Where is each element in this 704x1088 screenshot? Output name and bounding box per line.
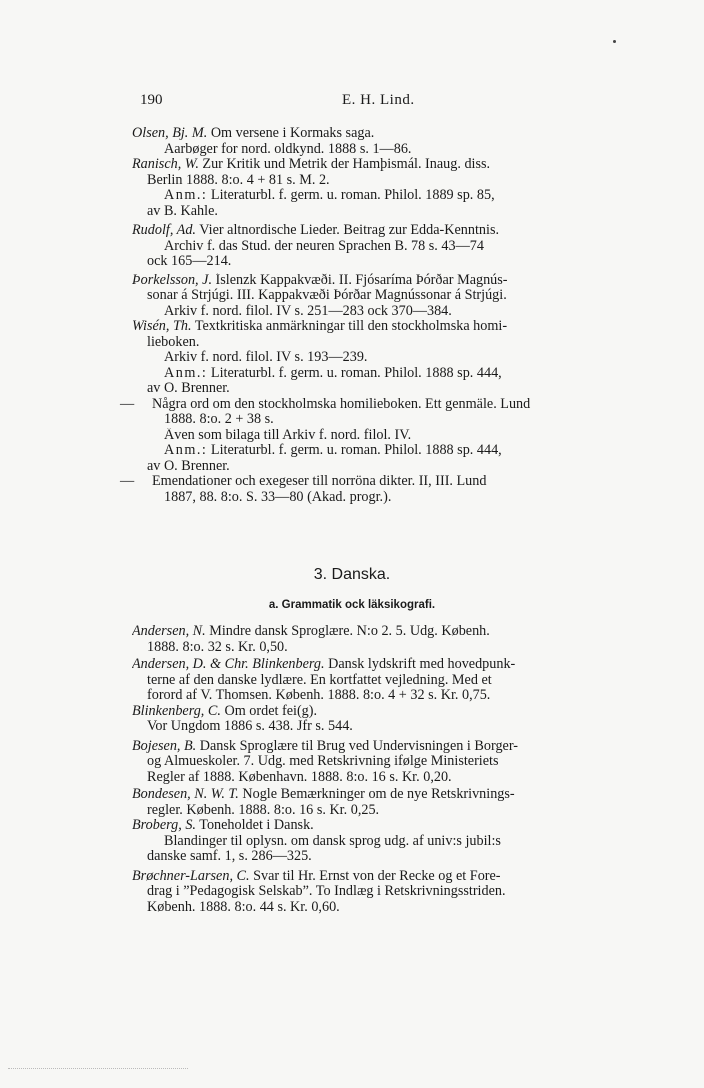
entry-line: Ranisch, W. Zur Kritik und Metrik der Hamþismál. Inaug. diss. bbox=[132, 157, 491, 172]
entry-line: drag i ”Pedagogisk Selskab”. To Indlæg i Retskrivningsstriden. bbox=[147, 884, 506, 899]
author-name: Olsen, Bj. M. bbox=[132, 126, 208, 141]
entry-line: Arkiv f. nord. filol. IV s. 193—239. bbox=[164, 350, 368, 365]
entry-line: Bojesen, B. Dansk Sproglære til Brug ved Undervisningen i Borger- bbox=[132, 738, 519, 754]
entry-line: Andersen, N. Mindre dansk Sproglære. N:o 2. 5. Udg. Københ. bbox=[132, 624, 490, 639]
author-name: Bondesen, N. W. T. bbox=[132, 787, 239, 802]
norse-entries bbox=[120, 126, 642, 505]
entry-line: Þorkelsson, J. Íslenzk Kappakvæði. II. Fjósaríma Þórðar Magnús- bbox=[132, 272, 508, 288]
entry-line: og Almueskoler. 7. Udg. med Retskrivning ifølge Ministeriets bbox=[147, 754, 499, 769]
entry-line: forord af V. Thomsen. Københ. 1888. 8:o. 4 + 32 s. Kr. 0,75. bbox=[147, 688, 491, 703]
entry-line: av O. Brenner. bbox=[147, 381, 230, 396]
entry-line: Anm.: Literaturbl. f. germ. u. roman. Philol. 1889 sp. 85, bbox=[164, 188, 495, 203]
entry-line: Även som bilaga till Arkiv f. nord. filol. IV. bbox=[164, 427, 412, 443]
entry-line: Brøchner-Larsen, C. Svar til Hr. Ernst von der Recke og et Fore- bbox=[132, 868, 501, 884]
entry-line: Olsen, Bj. M. Om versene i Kormaks saga. bbox=[132, 126, 375, 141]
entry-line: av O. Brenner. bbox=[147, 458, 230, 474]
author-name: Rudolf, Ad. bbox=[132, 223, 196, 238]
entry-line: Archiv f. das Stud. der neuren Sprachen B. 78 s. 43—74 bbox=[164, 238, 484, 254]
page-number: 190 bbox=[140, 92, 163, 108]
entry-line: Anm.: Literaturbl. f. germ. u. roman. Philol. 1888 sp. 444, bbox=[164, 365, 502, 381]
entry-line: Bondesen, N. W. T. Nogle Bemærkninger om de nye Retskrivnings- bbox=[132, 787, 515, 802]
author-name: Broberg, S. bbox=[132, 818, 196, 833]
section-heading: 3. Danska. bbox=[313, 566, 391, 583]
author-name: Ranisch, W. bbox=[132, 157, 199, 172]
running-title: E. H. Lind. bbox=[342, 92, 415, 108]
entry-line: danske samf. 1, s. 286—325. bbox=[147, 849, 312, 864]
danish-entries bbox=[132, 624, 642, 915]
entry-line: — Några ord om den stockholmska homilieboken. Ett genmäle. Lund bbox=[120, 396, 531, 412]
entry-line: Broberg, S. Toneholdet i Dansk. bbox=[132, 818, 314, 833]
speck bbox=[613, 40, 616, 43]
entry-line: terne af den danske lydlære. En kortfattet vejledning. Med et bbox=[147, 672, 492, 688]
entry-line: Regler af 1888. København. 1888. 8:o. 16 s. Kr. 0,20. bbox=[147, 769, 452, 785]
entry-line: sonar á Strjúgi. III. Kappakvæði Þórðar Magnússonar á Strjúgi. bbox=[147, 288, 507, 303]
author-name: Blinkenberg, C. bbox=[132, 703, 221, 719]
entry-line: Berlin 1888. 8:o. 4 + 81 s. M. 2. bbox=[147, 172, 330, 188]
page-header bbox=[140, 92, 640, 112]
entry-line: Arkiv f. nord. filol. IV s. 251—283 ock 370—384. bbox=[164, 303, 452, 319]
entry-line: Blinkenberg, C. Om ordet fei(g). bbox=[132, 703, 318, 719]
entry-line: 1888. 8:o. 32 s. Kr. 0,50. bbox=[147, 639, 288, 655]
entry-line: — Emendationer och exegeser till norröna dikter. II, III. Lund bbox=[120, 474, 487, 489]
entry-line: 1887, 88. 8:o. S. 33—80 (Akad. progr.). bbox=[164, 489, 392, 505]
entry-line: lieboken. bbox=[147, 334, 200, 350]
entry-line: av B. Kahle. bbox=[147, 203, 218, 219]
author-name: Wisén, Th. bbox=[132, 319, 192, 334]
entry-line: ock 165—214. bbox=[147, 254, 232, 269]
entry-line: Blandinger til oplysn. om dansk sprog udg. af univ:s jubil:s bbox=[164, 833, 501, 849]
ditto-dash: — bbox=[120, 474, 135, 489]
entry-line: regler. Københ. 1888. 8:o. 16 s. Kr. 0,25. bbox=[147, 802, 380, 818]
entry-line: Anm.: Literaturbl. f. germ. u. roman. Philol. 1888 sp. 444, bbox=[164, 443, 502, 458]
entry-line: 1888. 8:o. 2 + 38 s. bbox=[164, 412, 274, 427]
author-name: Bojesen, B. bbox=[132, 738, 197, 754]
author-name: Þorkelsson, J. bbox=[132, 272, 212, 288]
scan-edge-marks bbox=[8, 1068, 188, 1075]
author-name: Andersen, N. bbox=[132, 624, 206, 639]
entry-line: Andersen, D. & Chr. Blinkenberg. Dansk lydskrift med hovedpunk- bbox=[132, 657, 516, 672]
ditto-dash: — bbox=[120, 396, 135, 412]
entry-line: Københ. 1888. 8:o. 44 s. Kr. 0,60. bbox=[147, 899, 340, 915]
author-name: Brøchner-Larsen, C. bbox=[132, 868, 250, 884]
author-name: Andersen, D. & Chr. Blinkenberg. bbox=[132, 657, 325, 672]
entry-line: Aarbøger for nord. oldkynd. 1888 s. 1—86. bbox=[164, 141, 412, 157]
entry-line: Vor Ungdom 1886 s. 438. Jfr s. 544. bbox=[147, 719, 353, 734]
entry-line: Rudolf, Ad. Vier altnordische Lieder. Beitrag zur Edda-Kenntnis. bbox=[132, 223, 500, 238]
entry-line: Wisén, Th. Textkritiska anmärkningar till den stockholmska homi- bbox=[132, 319, 508, 334]
subsection-heading: a. Grammatik ock läksikografi. bbox=[268, 599, 436, 611]
